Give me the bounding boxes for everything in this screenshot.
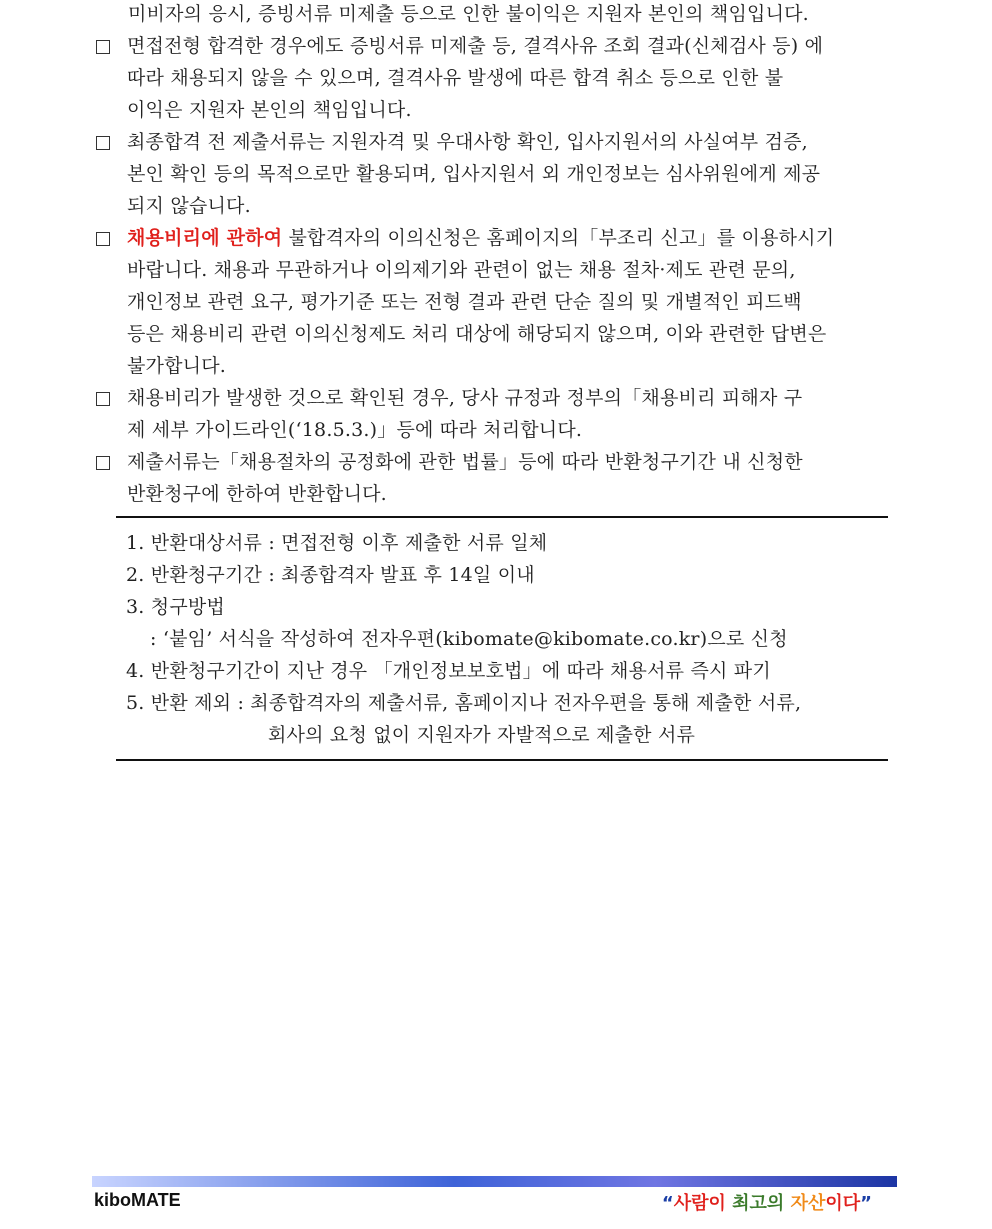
notice-line: 제 세부 가이드라인(‘18.5.3.)」등에 따라 처리합니다. (127, 419, 583, 441)
return-item-detail: : ‘붙임’ 서식을 작성하여 전자우편(kibomate@kibomate.co.kr)으로 신청 (150, 628, 788, 650)
notice-line: 면접전형 합격한 경우에도 증빙서류 미제출 등, 결격사유 조회 결과(신체검사 등) 에 (127, 35, 824, 57)
return-item: 4. 반환청구기간이 지난 경우 「개인정보보호법」에 따라 채용서류 즉시 파기 (126, 660, 771, 682)
return-item: 2. 반환청구기간 : 최종합격자 발표 후 14일 이내 (126, 564, 535, 586)
return-item-detail: 회사의 요청 없이 지원자가 자발적으로 제출한 서류 (268, 724, 696, 746)
notice-line: 되지 않습니다. (127, 195, 251, 217)
slogan-word: 자산 (790, 1193, 826, 1214)
notice-line: 채용비리가 발생한 것으로 확인된 경우, 당사 규정과 정부의「채용비리 피해자 구 (127, 387, 803, 409)
footer-slogan (662, 1189, 872, 1215)
notice-line: 따라 채용되지 않을 수 있으며, 결격사유 발생에 따른 합격 취소 등으로 인한 불 (127, 67, 784, 89)
notice-line: 등은 채용비리 관련 이의신청제도 처리 대상에 해당되지 않으며, 이와 관련한 답변은 (127, 323, 827, 345)
return-item: 1. 반환대상서류 : 면접전형 이후 제출한 서류 일체 (126, 532, 548, 554)
notice-line: 제출서류는「채용절차의 공정화에 관한 법률」등에 따라 반환청구기간 내 신청한 (127, 451, 803, 473)
notice-line: 개인정보 관련 요구, 평가기준 또는 전형 결과 관련 단순 질의 및 개별적인 피드백 (127, 291, 802, 313)
box-bottom-rule (116, 759, 888, 761)
notice-line: 반환청구에 한하여 반환합니다. (127, 483, 387, 505)
slogan-close-quote: ” (860, 1193, 872, 1214)
notice-line-rest: 불합격자의 이의신청은 홈페이지의「부조리 신고」를 이용하시기 (282, 227, 835, 249)
slogan-word: 이다 (825, 1193, 861, 1214)
notice-line: 바랍니다. 채용과 무관하거나 이의제기와 관련이 없는 채용 절차·제도 관련 문의, (127, 259, 796, 281)
return-item: 5. 반환 제외 : 최종합격자의 제출서류, 홈페이지나 전자우편을 통해 제출한 서류, (126, 692, 802, 714)
return-item: 3. 청구방법 (126, 596, 225, 618)
notice-line: 본인 확인 등의 목적으로만 활용되며, 입사지원서 외 개인정보는 심사위원에게 제공 (127, 163, 821, 185)
notice-line: 이익은 지원자 본인의 책임입니다. (127, 99, 412, 121)
footer-brand: kiboMATE (94, 1190, 181, 1210)
slogan-open-quote: “ (661, 1193, 674, 1214)
slogan-word: 사람이 (673, 1193, 726, 1214)
notice-continuation: 미비자의 응시, 증빙서류 미제출 등으로 인한 불이익은 지원자 본인의 책임입니다. (128, 3, 809, 25)
checkbox-icon (96, 392, 110, 406)
notice-line (127, 226, 834, 250)
footer-gradient-bar (92, 1176, 897, 1187)
highlight-text: 채용비리에 관하여 (127, 227, 283, 249)
slogan-word: 최고의 (732, 1193, 785, 1214)
notice-line: 최종합격 전 제출서류는 지원자격 및 우대사항 확인, 입사지원서의 사실여부 검증, (127, 131, 808, 153)
checkbox-icon (96, 456, 110, 470)
checkbox-icon (96, 232, 110, 246)
box-top-rule (116, 516, 888, 518)
checkbox-icon (96, 136, 110, 150)
notice-line: 불가합니다. (127, 355, 227, 377)
checkbox-icon (96, 40, 110, 54)
